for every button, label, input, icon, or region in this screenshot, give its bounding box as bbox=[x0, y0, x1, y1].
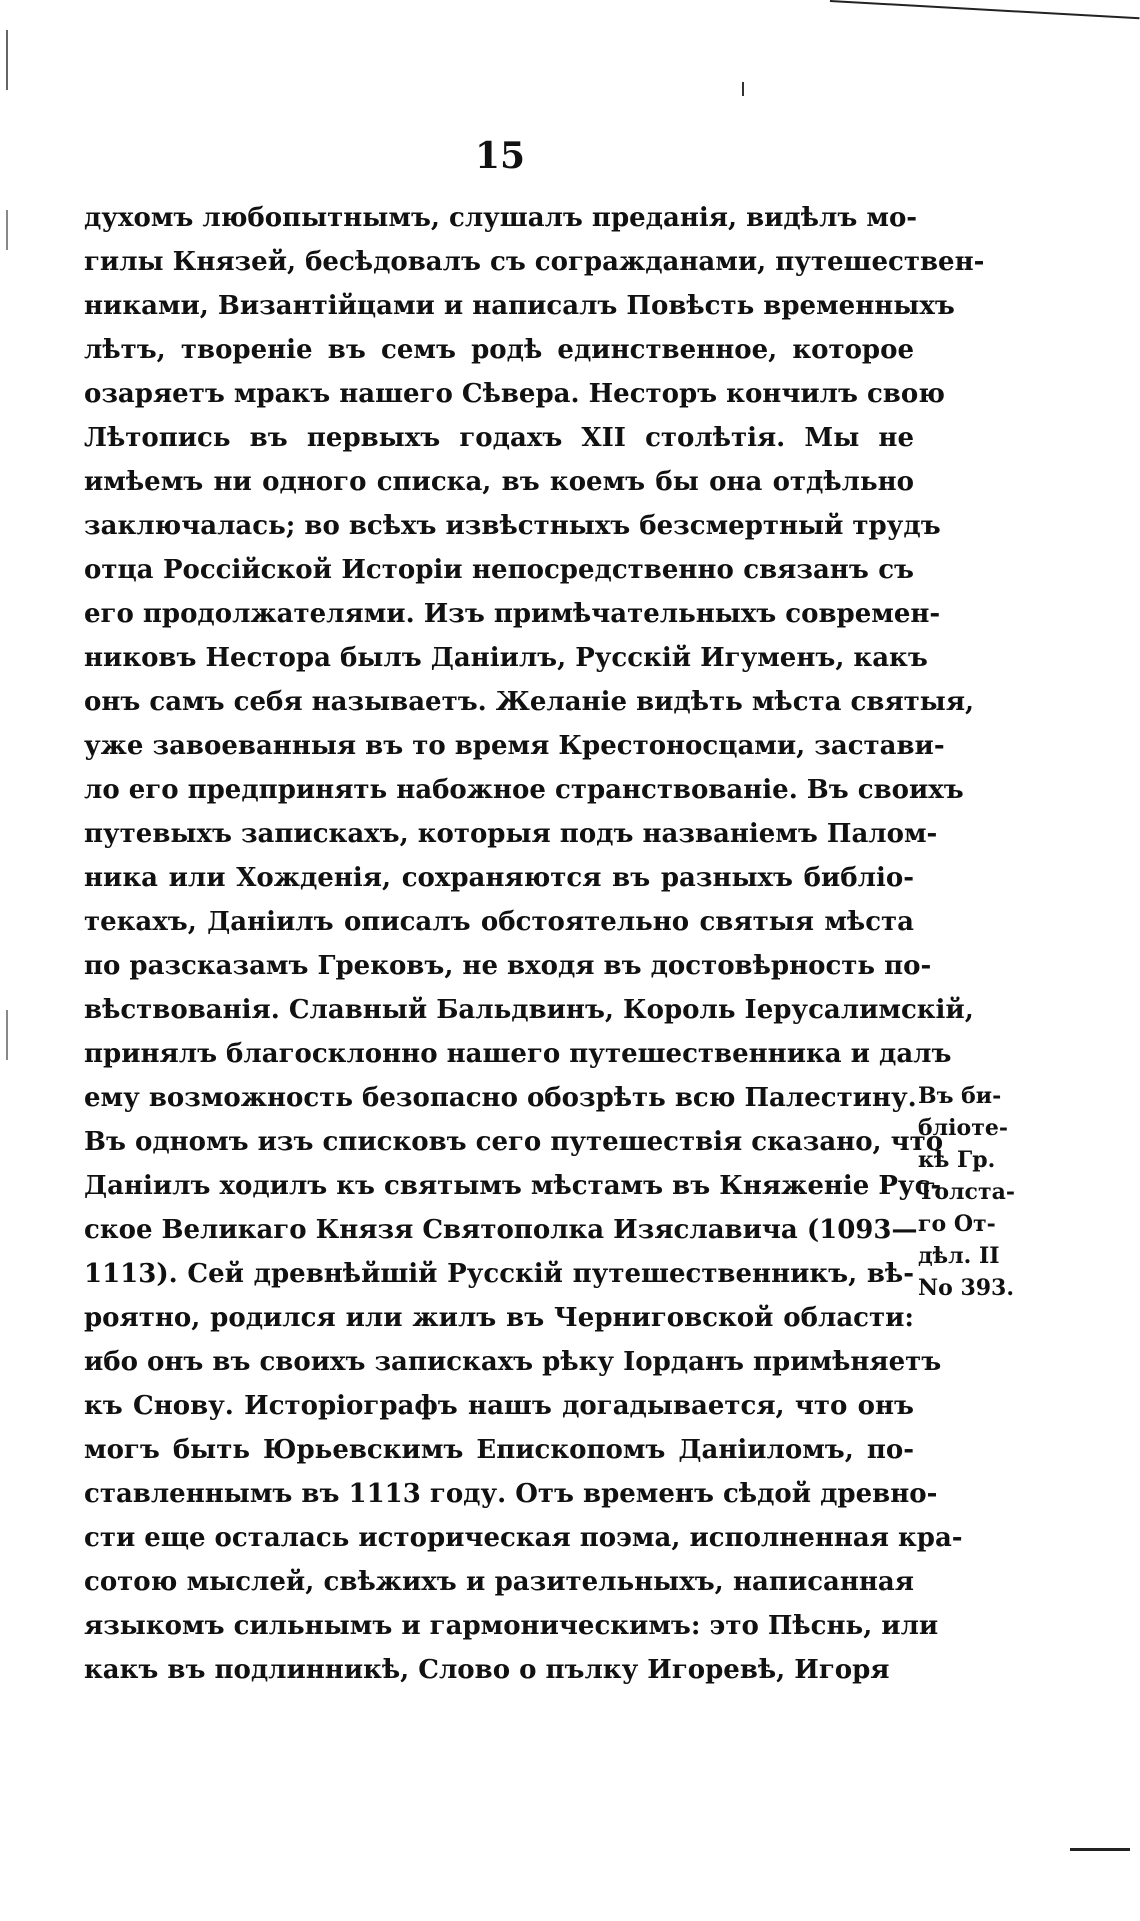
margin-note-line: No 393. bbox=[918, 1275, 1015, 1301]
margin-note-line: Въ би- bbox=[918, 1083, 1002, 1109]
text-line: ло его предпринять набожное странствованіе. Въ своихъ bbox=[84, 775, 964, 805]
text-line: Даніилъ ходилъ къ святымъ мѣстамъ въ Княженіе Рус- bbox=[84, 1171, 942, 1201]
text-line: какъ въ подлинникѣ, Слово о пълку Игоревѣ, Игоря bbox=[84, 1655, 890, 1685]
text-line: ника или Хожденія, сохраняются въ разныхъ библіо- bbox=[84, 863, 914, 893]
text-line: ему возможность безопасно обозрѣть всю Палестину. bbox=[84, 1083, 917, 1113]
text-line: отца Россійской Исторіи непосредственно связанъ съ bbox=[84, 555, 914, 585]
margin-note-line: дѣл. II bbox=[918, 1243, 1000, 1269]
text-line: къ Снову. Исторіографъ нашъ догадывается, что онъ bbox=[84, 1391, 914, 1421]
text-line: языкомъ сильнымъ и гармоническимъ: это Пѣснь, или bbox=[84, 1611, 939, 1641]
text-line: Въ одномъ изъ списковъ сего путешествія сказано, что bbox=[84, 1127, 944, 1157]
text-line: озаряетъ мракъ нашего Сѣвера. Несторъ кончилъ свою bbox=[84, 379, 945, 409]
text-line: сотою мыслей, свѣжихъ и разительныхъ, написанная bbox=[84, 1567, 914, 1597]
scan-edge-mark bbox=[6, 30, 8, 90]
scan-edge-mark bbox=[6, 210, 8, 250]
scan-edge-mark bbox=[6, 1010, 8, 1060]
text-line: онъ самъ себя называетъ. Желаніе видѣть мѣста святыя, bbox=[84, 687, 975, 717]
margin-note bbox=[918, 1080, 1033, 1304]
text-line: принялъ благосклонно нашего путешественника и далъ bbox=[84, 1039, 952, 1069]
text-line: 1113). Сей древнѣйшій Русскій путешественникъ, вѣ- bbox=[84, 1259, 914, 1289]
text-line: гилы Князей, бесѣдовалъ съ согражданами, путешествен- bbox=[84, 247, 985, 277]
scan-edge-mark bbox=[1070, 1848, 1130, 1851]
text-line: роятно, родился или жилъ въ Черниговской области: bbox=[84, 1303, 914, 1333]
text-line: по разсказамъ Грековъ, не входя въ достовѣрность по- bbox=[84, 951, 932, 981]
margin-note-line: бліоте- bbox=[918, 1115, 1008, 1141]
margin-note-line: Толста- bbox=[918, 1179, 1015, 1205]
margin-note-line: кѣ Гр. bbox=[918, 1147, 996, 1173]
text-line: никовъ Нестора былъ Даніилъ, Русскій Игуменъ, какъ bbox=[84, 643, 928, 673]
text-line: уже завоеванныя въ то время Крестоносцами, застави- bbox=[84, 731, 945, 761]
scan-edge-line bbox=[830, 0, 1140, 19]
text-line: лѣтъ, твореніе въ семъ родѣ единственное, которое bbox=[84, 335, 914, 365]
text-line: путевыхъ запискахъ, которыя подъ названіемъ Палом- bbox=[84, 819, 938, 849]
text-line: заключалась; во всѣхъ извѣстныхъ безсмертный трудъ bbox=[84, 511, 941, 541]
text-line: Лѣтопись въ первыхъ годахъ XII столѣтія. Мы не bbox=[84, 423, 914, 453]
text-line: никами, Византійцами и написалъ Повѣсть временныхъ bbox=[84, 291, 955, 321]
text-line: ставленнымъ въ 1113 году. Отъ временъ сѣдой древно- bbox=[84, 1479, 938, 1509]
text-line: вѣствованія. Славный Бальдвинъ, Король Іерусалимскій, bbox=[84, 995, 974, 1025]
margin-note-line: го От- bbox=[918, 1211, 996, 1237]
text-line: его продолжателями. Изъ примѣчательныхъ современ- bbox=[84, 599, 941, 629]
text-line: ибо онъ въ своихъ запискахъ рѣку Іорданъ примѣняетъ bbox=[84, 1347, 942, 1377]
page-number: 15 bbox=[474, 135, 526, 177]
text-line: духомъ любопытнымъ, слушалъ преданія, видѣлъ мо- bbox=[84, 203, 918, 233]
text-line: сти еще осталась историческая поэма, исполненная кра- bbox=[84, 1523, 963, 1553]
text-line: могъ быть Юрьевскимъ Епископомъ Даніиломъ, по- bbox=[84, 1435, 914, 1465]
text-line: ское Великаго Князя Святополка Изяславича (1093— bbox=[84, 1215, 918, 1245]
text-line: имѣемъ ни одного списка, въ коемъ бы она отдѣльно bbox=[84, 467, 914, 497]
text-line: текахъ, Даніилъ описалъ обстоятельно святыя мѣста bbox=[84, 907, 914, 937]
scan-speck bbox=[742, 82, 744, 96]
